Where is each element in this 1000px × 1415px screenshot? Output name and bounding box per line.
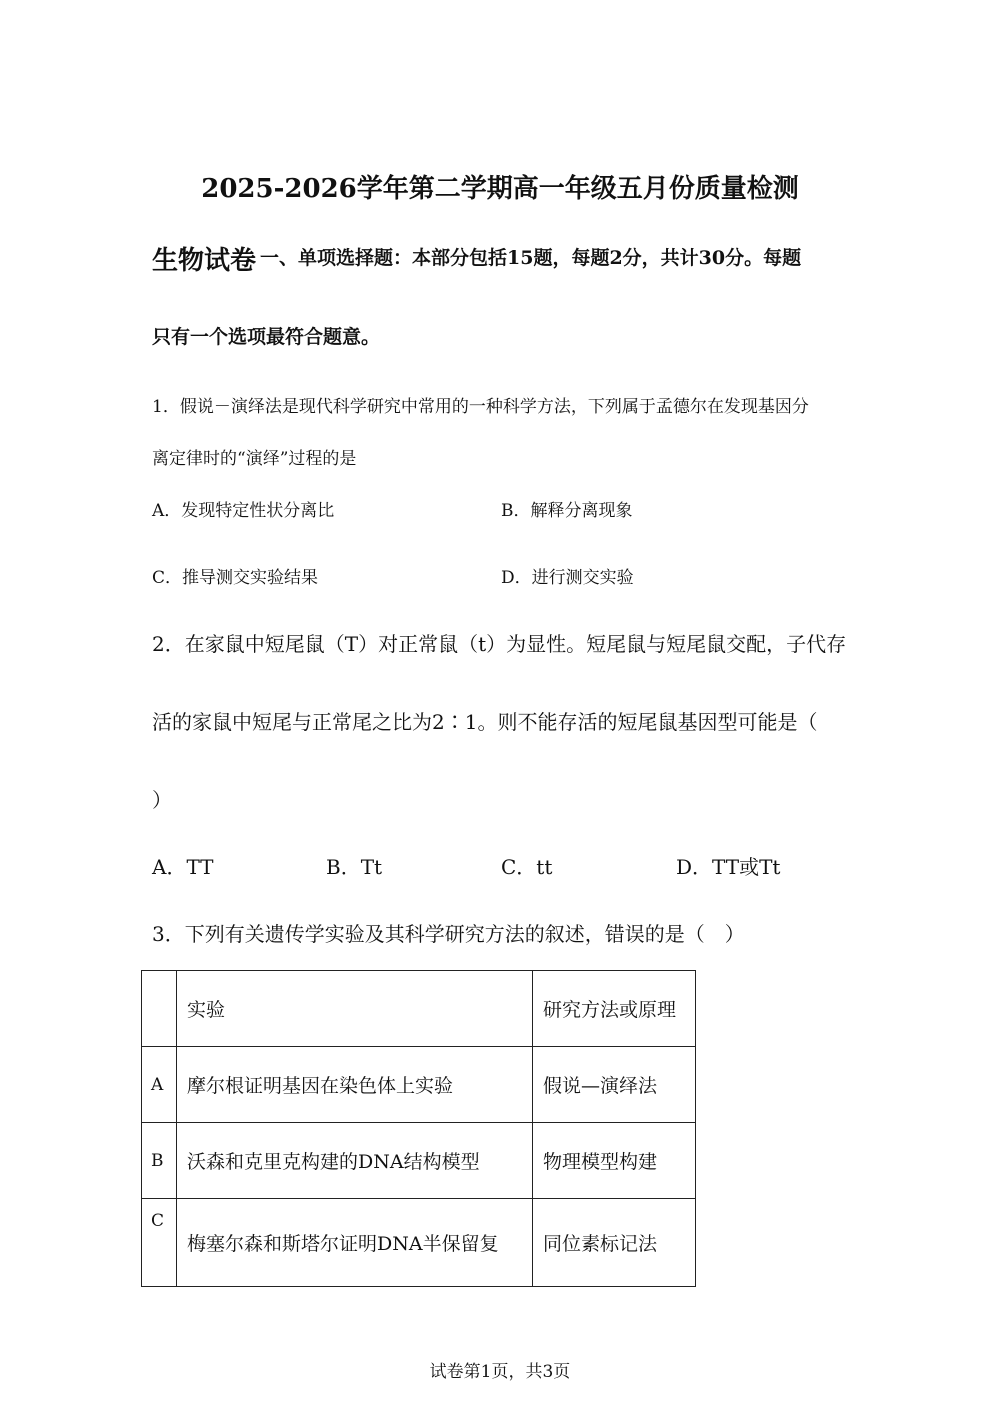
table-row-label: B: [142, 1123, 177, 1199]
q1-option-d: D．进行测交实验: [501, 568, 634, 588]
q1-option-c: C．推导测交实验结果: [152, 568, 319, 588]
exam-title: 2025-2026学年第二学期高一年级五月份质量检测: [201, 174, 799, 204]
table-row-experiment: 摩尔根证明基因在染色体上实验: [177, 1047, 533, 1123]
q2-stem-line2: 活的家鼠中短尾与正常尾之比为2∶1。则不能存活的短尾鼠基因型可能是（: [152, 710, 818, 734]
table-row: [142, 1199, 696, 1287]
table-row-label: C: [142, 1199, 177, 1287]
table-header-row: [142, 971, 696, 1047]
q2-stem-line3: ）: [152, 788, 172, 812]
q1-option-a: A．发现特定性状分离比: [152, 501, 335, 521]
table-header-cell-method: 研究方法或原理: [533, 971, 696, 1047]
q1-stem-line2: 离定律时的“演绎”过程的是: [152, 449, 357, 469]
q2-option-d: D．TT或Tt: [676, 855, 781, 879]
subject-title: 生物试卷: [152, 246, 257, 276]
q1-option-b: B．解释分离现象: [501, 501, 633, 521]
q3-stem: 3．下列有关遗传学实验及其科学研究方法的叙述，错误的是（ ）: [152, 922, 745, 946]
section-heading-line1: 一、单项选择题：本部分包括15题，每题2分，共计30分。每题: [260, 247, 802, 269]
table-header-cell-label: [142, 971, 177, 1047]
q2-stem-line1: 2．在家鼠中短尾鼠（T）对正常鼠（t）为显性。短尾鼠与短尾鼠交配，子代存: [152, 632, 847, 656]
table-row-experiment: 梅塞尔森和斯塔尔证明DNA半保留复: [177, 1199, 533, 1287]
q1-stem-line1: 1．假说－演绎法是现代科学研究中常用的一种科学方法，下列属于孟德尔在发现基因分: [152, 397, 809, 417]
q2-option-c: C．tt: [501, 855, 553, 879]
table-row-method: 物理模型构建: [533, 1123, 696, 1199]
table-row-label: A: [142, 1047, 177, 1123]
q2-option-b: B．Tt: [326, 855, 383, 879]
table-row: [142, 1123, 696, 1199]
table-row: [142, 1047, 696, 1123]
page-footer: 试卷第1页，共3页: [429, 1362, 571, 1382]
table-row-method: 同位素标记法: [533, 1199, 696, 1287]
table-row-method: 假说—演绎法: [533, 1047, 696, 1123]
q2-option-a: A．TT: [152, 855, 214, 879]
section-heading-line2: 只有一个选项最符合题意。: [152, 326, 381, 348]
experiment-table: [141, 970, 696, 1287]
table-row-experiment: 沃森和克里克构建的DNA结构模型: [177, 1123, 533, 1199]
table-header-cell-experiment: 实验: [177, 971, 533, 1047]
